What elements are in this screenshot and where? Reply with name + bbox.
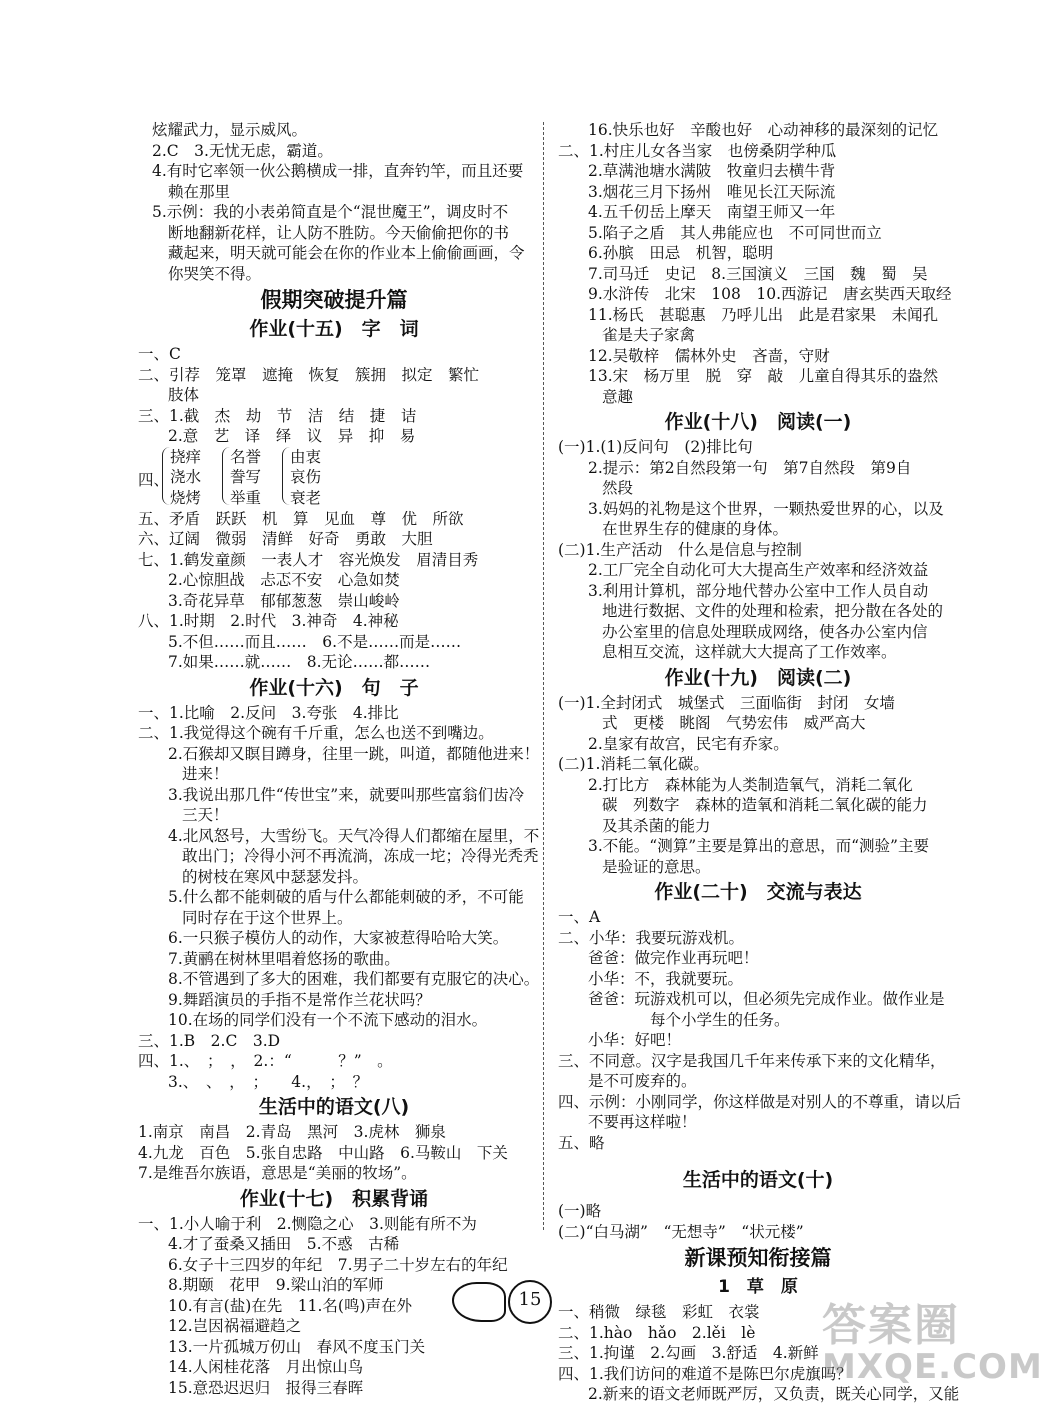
answer-line: 2.C 3.无忧无虑，霸道。 — [152, 141, 333, 160]
section-title: 新课预知衔接篇 — [684, 1246, 832, 1270]
answer-line: 3.不能。“测算”主要是算出的意思，而“测验”主要 — [588, 837, 929, 855]
answer-line: (一)1.全封闭式 城堡式 三面临街 封闭 女墙 — [558, 693, 895, 712]
brace-icon — [162, 447, 170, 505]
answer-line: 4.才了蚕桑又插田 5.不惑 古稀 — [168, 1235, 400, 1253]
answer-line: 2.意 艺 译 绎 议 异 抑 易 — [168, 427, 416, 445]
answer-line: 8.期颐 花甲 9.梁山泊的军师 — [168, 1276, 384, 1294]
answer-line: 二、1.hào hǎo 2.lěi lè — [558, 1323, 756, 1342]
answer-line: 3.利用计算机，部分地代替办公室中工作人员自动 — [588, 581, 929, 600]
answer-line: 11.杨氏 甚聪惠 乃呼儿出 此是君家果 未闻孔 — [588, 305, 939, 324]
answer-line: 13.宋 杨万里 脱 穿 敲 儿童自得其乐的盎然 — [588, 367, 939, 385]
section-title: 假期突破提升篇 — [260, 288, 408, 312]
answer-line: 16.快乐也好 辛酸也好 心动神移的最深刻的记忆 — [588, 121, 939, 139]
answer-line: 六、辽阔 微弱 清鲜 好奇 勇敢 大胆 — [138, 530, 433, 548]
watermark-url: MXQE.COM — [822, 1347, 1043, 1387]
answer-line: 雀是夫子家禽 — [602, 326, 696, 344]
answer-line: 断地翻新花样，让人防不胜防。今天偷偷把你的书 — [168, 223, 510, 242]
answer-line: 四、1.我们访问的难道不是陈巴尔虎旗吗？ — [558, 1364, 852, 1383]
homework-title: 作业(十八) 阅读(一) — [664, 411, 852, 433]
answer-line: 7.是维吾尔族语，意思是“美丽的牧场”。 — [138, 1164, 417, 1182]
life-chinese-title: 生活中的语文(八) — [258, 1096, 410, 1118]
answer-line: 4.有时它率领一伙公鹅横成一排，直奔钓竿，而且还要 — [152, 162, 524, 180]
answer-line: 2.提示：第2自然段第一句 第7自然段 第9自 — [588, 458, 912, 477]
page-number-badge — [488, 1278, 552, 1328]
answer-line: 藏起来，明天就可能会在你的作业本上偷偷画画，令 — [168, 244, 525, 262]
answer-line: 是验证的意思。 — [602, 857, 711, 876]
answer-line: 2.打比方 森林能为人类制造氧气，消耗二氧化 — [588, 775, 913, 794]
homework-title: 作业(十六) 句 子 — [249, 676, 419, 699]
answer-line: 7.司马迁 史记 8.三国演义 三国 魏 蜀 吴 — [588, 264, 928, 283]
answer-line: 二、引荐 笼罩 遮掩 恢复 簇拥 拟定 繁忙 — [138, 365, 480, 384]
answer-line: 5.陷子之盾 其人弗能应也 不可同世而立 — [588, 223, 882, 242]
answer-line: 15.意恐迟迟归 报得三春晖 — [168, 1378, 364, 1397]
answer-line: 一、1.比喻 2.反问 3.夸张 4.排比 — [138, 703, 399, 722]
homework-title: 作业(十九) 阅读(二) — [664, 666, 852, 689]
answer-line: 7.黄鹂在树林里唱着悠扬的歌曲。 — [168, 949, 400, 968]
answer-line: 6.孙膑 田忌 机智，聪明 — [588, 244, 774, 262]
answer-line: 一、稍微 绿毯 彩虹 衣裳 — [558, 1303, 760, 1321]
answer-line: 5.不但……而且…… 6.不是……而是…… — [168, 632, 462, 651]
answer-line: 地进行数据、文件的处理和检索，把分散在各处的 — [602, 602, 944, 620]
word-group: 名誉 誊写 举重 — [230, 447, 262, 507]
answer-line: 一、A — [558, 908, 601, 926]
brace-icon — [222, 447, 230, 505]
answer-line: 4.五千仞岳上摩天 南望王师又一年 — [588, 203, 836, 221]
answer-line: 14.人闲桂花落 月出惊山鸟 — [168, 1358, 364, 1376]
answer-line: 八、1.时期 2.时代 3.神奇 4.神秘 — [138, 612, 399, 630]
watermark — [802, 1287, 1043, 1397]
answer-line: 及其杀菌的能力 — [602, 816, 711, 835]
answer-line: 五、略 — [558, 1133, 605, 1152]
answer-line: 3.、 、 ， ； 4.， ； ？ — [168, 1072, 369, 1091]
answer-line: 三、不同意。汉字是我国几千年来传承下来的文化精华， — [558, 1051, 946, 1070]
answer-line: 是不可废弃的。 — [588, 1072, 697, 1090]
answer-line: 二、1.我觉得这个碗有千斤重，怎么也送不到嘴边。 — [138, 724, 494, 742]
answer-line: 小华：不，我就要玩。 — [588, 969, 744, 988]
answer-line: 6.女子十三四岁的年纪 7.男子二十岁左右的年纪 — [168, 1255, 508, 1274]
left-column — [138, 120, 540, 1398]
answer-line: 然段 — [602, 479, 634, 497]
answer-line: 2.工厂完全自动化可大大提高生产效率和经济效益 — [588, 561, 929, 579]
answer-line: 同时存在于这个世界上。 — [182, 908, 353, 927]
answer-line: 8.不管遇到了多大的困难，我们都要有克服它的决心。 — [168, 970, 540, 988]
answer-line: 12.岂因祸福避趋之 — [168, 1317, 302, 1335]
answer-line: 息相互交流，这样就大大提高了工作效率。 — [602, 643, 897, 661]
answer-line: 一、1.小人喻于利 2.恻隐之心 3.则能有所不为 — [138, 1214, 477, 1233]
answer-line: (二)1.消耗二氧化碳。 — [558, 755, 709, 773]
answer-line: 3.妈妈的礼物是这个世界，一颗热爱世界的心，以及 — [588, 499, 944, 518]
answer-line: 5.示例：我的小表弟简直是个“混世魔王”，调皮时不 — [152, 203, 509, 221]
word-group: 由衷 哀伤 衰老 — [290, 447, 322, 507]
answer-line: 7.如果……就…… 8.无论……都…… — [168, 653, 431, 671]
column-divider — [543, 122, 544, 1230]
answer-line: 小华：好吧！ — [588, 1031, 682, 1049]
answer-line: 意趣 — [602, 387, 634, 406]
answer-line: 七、1.鹤发童颜 一表人才 容光焕发 眉清目秀 — [138, 550, 479, 569]
answer-line: 三、1.B 2.C 3.D — [138, 1031, 281, 1050]
answer-line: 9.舞蹈演员的手指不是常作兰花状吗？ — [168, 990, 431, 1009]
answer-line: 10.有言(盐)在先 11.名(鸣)声在外 — [168, 1296, 412, 1315]
answer-line: 你哭笑不得。 — [168, 264, 262, 283]
answer-line: 爸爸：做完作业再玩吧！ — [588, 949, 759, 967]
answer-line: 办公室里的信息处理联成网络，使各办公室内信 — [602, 622, 928, 641]
life-chinese-title: 生活中的语文(十) — [682, 1169, 834, 1191]
answer-line: (二)“白马湖” “无想寺” “状元楼” — [558, 1222, 804, 1241]
answer-line: 三、1.截 杰 劫 节 洁 结 捷 诘 — [138, 406, 417, 425]
answer-line: 二、1.村庄儿女各当家 也傍桑阴学种瓜 — [558, 141, 837, 160]
question-label: 四、 — [138, 470, 170, 489]
answer-line: 2.草满池塘水满陂 牧童归去横牛背 — [588, 162, 836, 180]
word-group: 挠痒 浇水 烧烤 — [170, 447, 202, 507]
answer-line: 6.一只猴子模仿人的动作，大家被惹得哈哈大笑。 — [168, 929, 509, 947]
page-number: 15 — [518, 1289, 542, 1310]
answer-line: 4.北风怒号，大雪纷飞。天气冷得人们都缩在屋里，不 — [168, 826, 540, 845]
answer-line: 3.我说出那几件“传世宝”来，就要叫那些富翁们齿冷 — [168, 785, 525, 804]
answer-line: 3.奇花异草 郁郁葱葱 崇山峻岭 — [168, 591, 400, 610]
answer-line: 三、1.拘谨 2.勾画 3.舒适 4.新鲜 — [558, 1344, 819, 1362]
answer-line: 的树枝在寒风中瑟瑟发抖。 — [182, 867, 369, 886]
brace-group-block — [138, 447, 530, 509]
watermark-logo: 答案圈 — [822, 1300, 960, 1351]
brace-icon — [282, 447, 290, 505]
answer-line: 四、示例：小刚同学，你这样做是对别人的不尊重，请以后 — [558, 1092, 962, 1111]
answer-line: 赖在那里 — [168, 182, 231, 201]
answer-line: 13.一片孤城万仞山 春风不度玉门关 — [168, 1337, 426, 1356]
answer-line: 2.心惊胆战 忐忑不安 心急如焚 — [168, 571, 400, 589]
answer-line: 五、矛盾 跃跃 机 算 见血 尊 优 所欲 — [138, 509, 464, 528]
answer-line: (一)略 — [558, 1202, 602, 1220]
answer-line: 敢出门；冷得小河不再流淌，冻成一坨；冷得光秃秃 — [182, 847, 539, 865]
answer-line: 肢体 — [168, 386, 200, 404]
answer-line: 2.石猴却又瞑目蹲身，往里一跳，叫道，都随他进来！ — [168, 744, 540, 763]
lesson-title: 1 草 原 — [718, 1277, 798, 1297]
answer-line: 三天！ — [182, 806, 229, 824]
answer-line: 一、C — [138, 345, 181, 363]
answer-line: 二、小华：我要玩游戏机。 — [558, 928, 745, 947]
answer-line: 5.什么都不能刺破的盾与什么都能刺破的矛，不可能 — [168, 888, 524, 906]
answer-line: 2.皇家有故宫，民宅有乔家。 — [588, 734, 789, 753]
answer-line: (一)1.(1)反问句 (2)排比句 — [558, 438, 753, 456]
answer-line: 1.南京 南昌 2.青岛 黑河 3.虎林 狮泉 — [138, 1123, 446, 1141]
homework-title: 作业(十七) 积累背诵 — [239, 1187, 429, 1210]
answer-line: 3.烟花三月下扬州 唯见长江天际流 — [588, 182, 836, 201]
answer-line: 进来！ — [182, 765, 229, 783]
answer-line: 式 更楼 眺阁 气势宏伟 威严高大 — [602, 714, 866, 732]
answer-line: (二)1.生产活动 什么是信息与控制 — [558, 540, 802, 559]
answer-line: 10.在场的同学们没有一个不流下感动的泪水。 — [168, 1011, 488, 1029]
answer-line: 在世界生存的健康的身体。 — [602, 520, 789, 538]
answer-line: 2.新来的语文老师既严厉，又负责，既关心同学，又能 — [588, 1385, 960, 1403]
homework-title: 作业(二十) 交流与表达 — [654, 881, 862, 903]
answer-line: 炫耀武力，显示威风。 — [152, 121, 308, 139]
homework-title: 作业(十五) 字 词 — [249, 318, 419, 340]
answer-line: 碳 列数字 森林的造氧和消耗二氧化碳的能力 — [602, 796, 928, 814]
answer-line: 不要再这样啦！ — [588, 1113, 697, 1131]
answer-line: 12.吴敬梓 儒林外史 吝啬，守财 — [588, 346, 830, 365]
answer-line: 四、1.、 ； ， 2.：“ ？” 。 — [138, 1052, 393, 1070]
answer-line: 每个小学生的任务。 — [650, 1010, 790, 1029]
answer-line: 4.九龙 百色 5.张自忠路 中山路 6.马鞍山 下关 — [138, 1143, 508, 1162]
answer-line: 9.水浒传 北宋 108 10.西游记 唐玄奘西天取经 — [588, 285, 952, 303]
right-column — [558, 120, 962, 1405]
answer-line: 爸爸：玩游戏机可以，但必须先完成作业。做作业是 — [588, 990, 945, 1008]
